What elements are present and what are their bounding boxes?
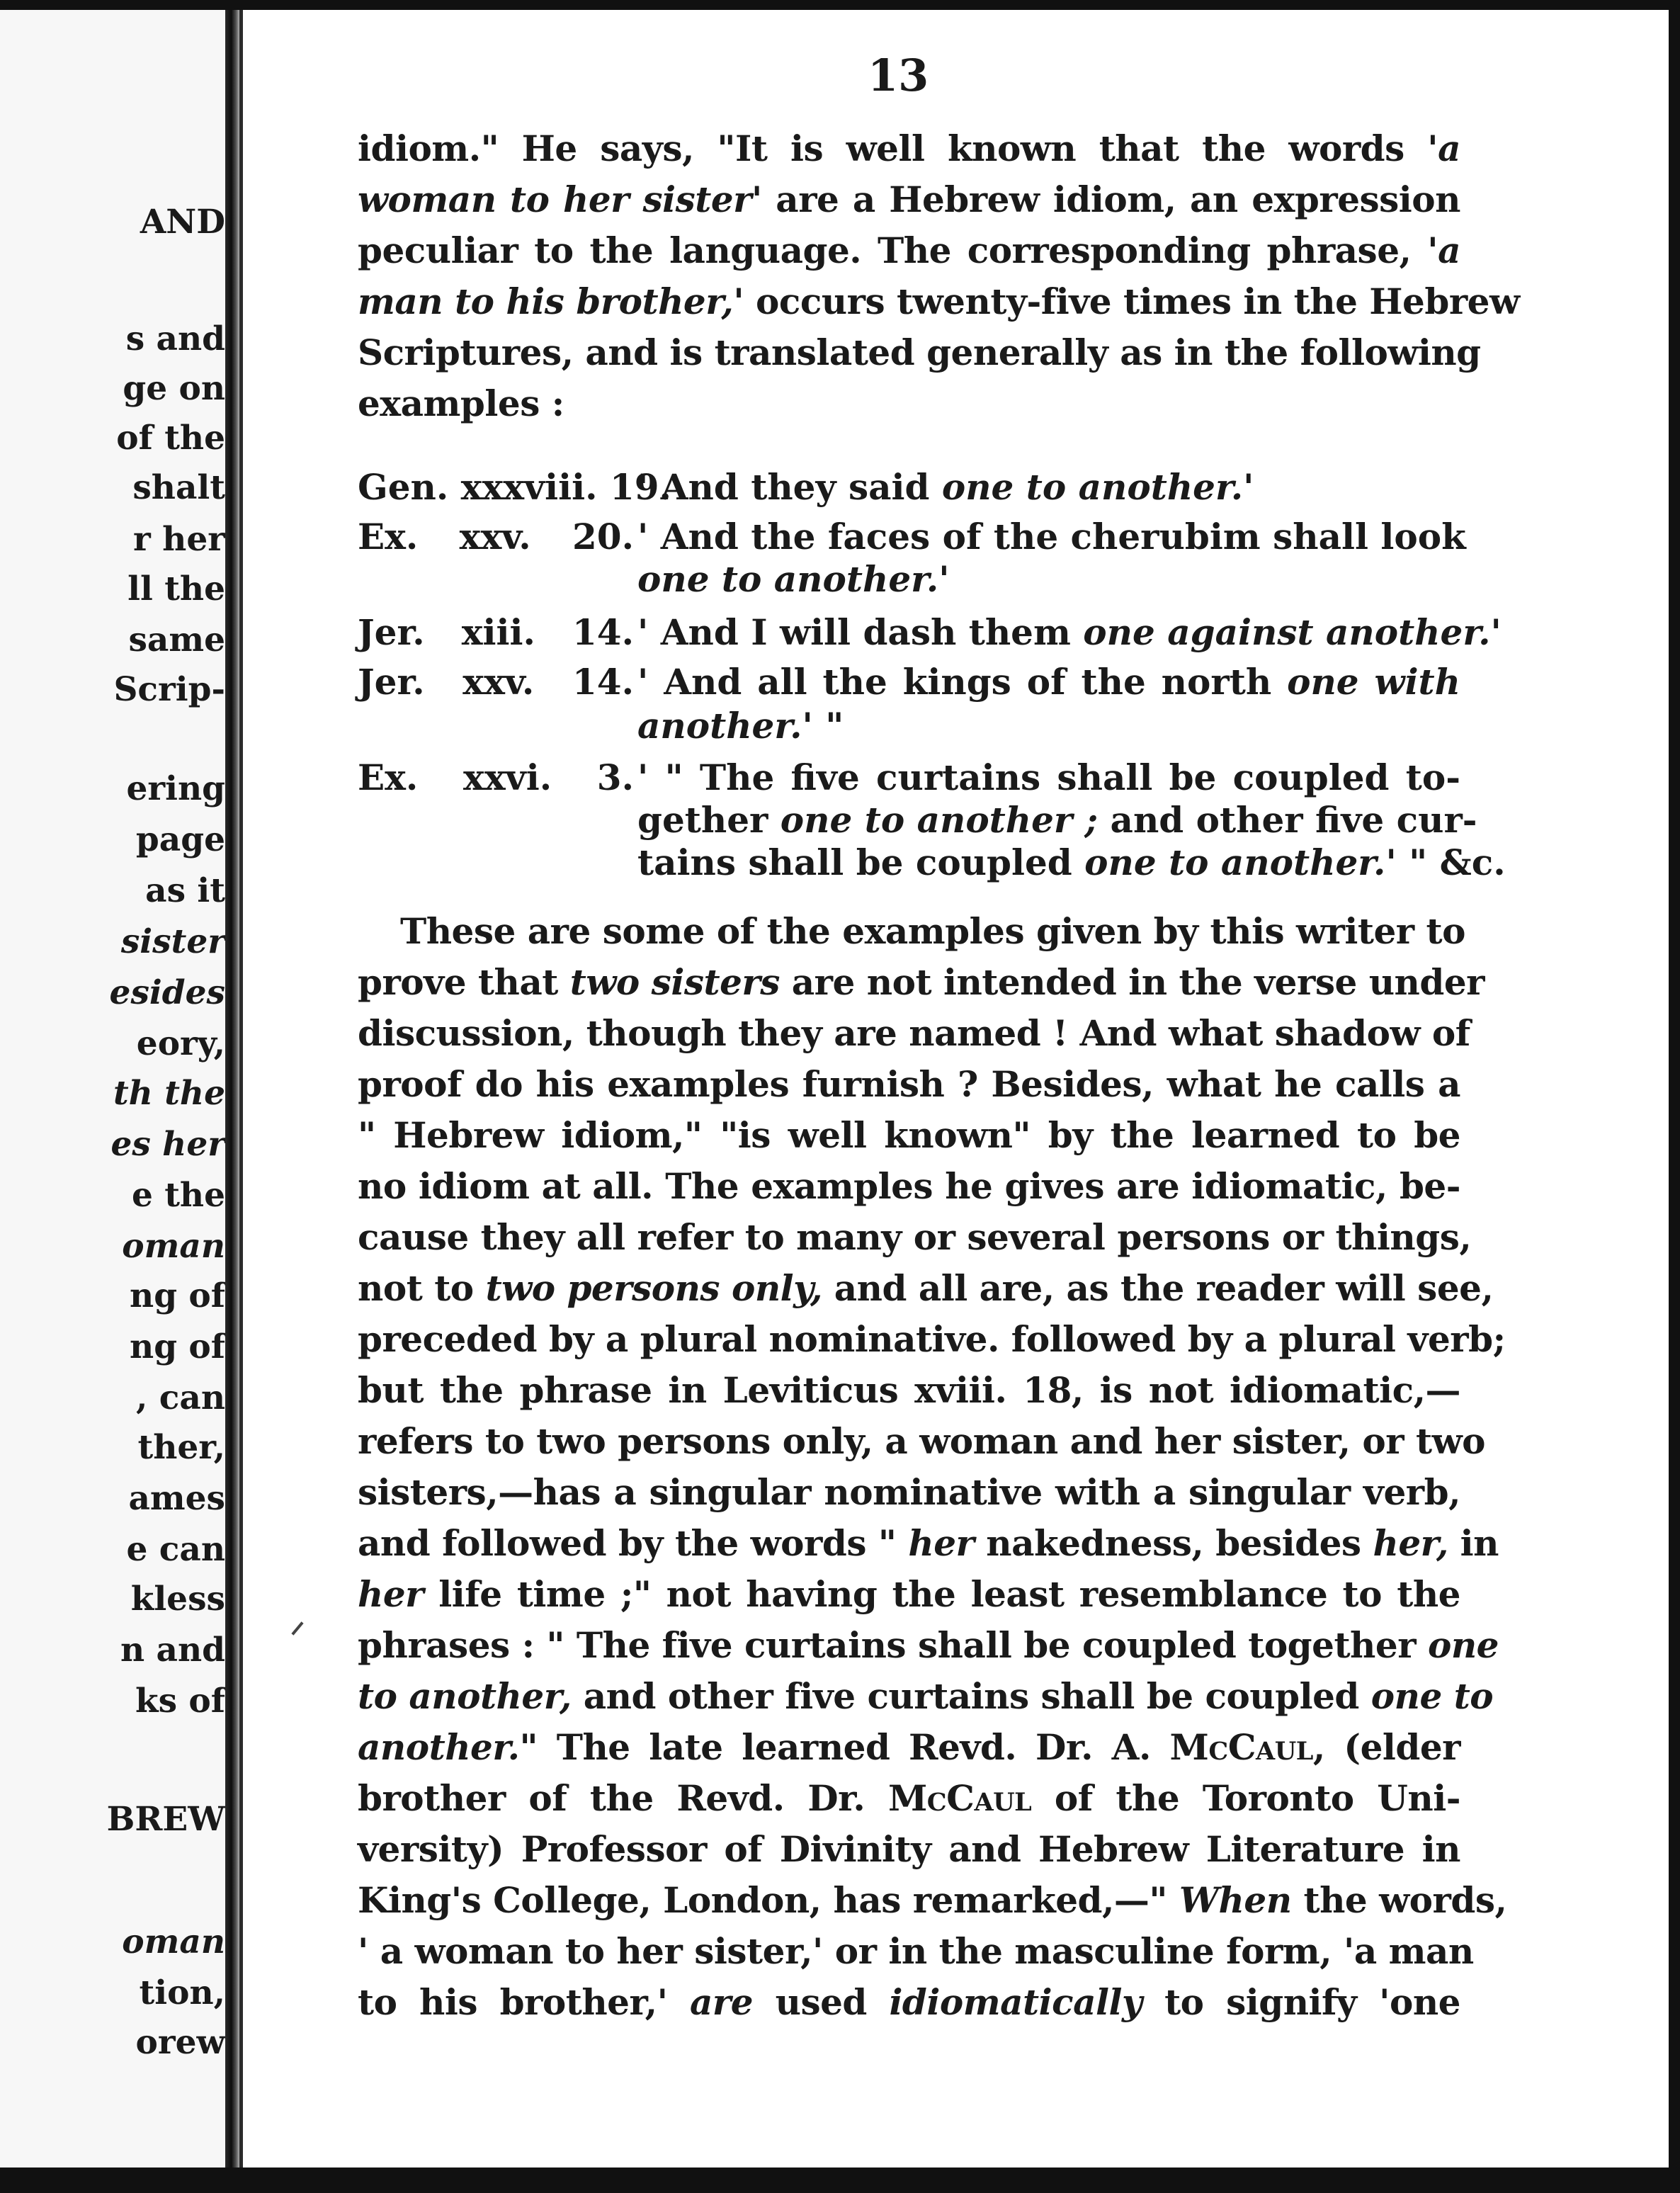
facing-page-fragment-line: eory, — [136, 1024, 225, 1063]
scripture-quote-continued: one to another.' — [637, 558, 950, 600]
scan-border-top — [0, 0, 1680, 10]
facing-page-fragment-line: shalt — [132, 468, 225, 507]
facing-page-fragment-line: ng of — [130, 1276, 225, 1315]
facing-page-fragment-line: s and — [125, 319, 225, 358]
facing-page-fragment-line: as it — [145, 871, 225, 910]
facing-page-fragment-line: of the — [116, 419, 225, 458]
text-line: brother of the Revd. Dr. McCaul of the Toronto Uni- — [358, 1777, 1460, 1819]
facing-page-fragment-line: tion, — [139, 1973, 225, 2012]
facing-page-fragment-line: oman — [122, 1922, 225, 1961]
facing-page-fragment-line: ks of — [135, 1682, 225, 1721]
text-line: versity) Professor of Divinity and Hebrew Literature in — [358, 1828, 1460, 1870]
scan-border-bottom — [0, 2168, 1680, 2193]
page-number: 13 — [868, 50, 929, 101]
facing-page-fragment-line: ge on — [123, 369, 225, 408]
scan-border-right — [1669, 0, 1680, 2193]
scripture-quote: ' And I will dash them one against another.' — [637, 611, 1502, 653]
text-line: man to his brother,' occurs twenty-five times in the Hebrew — [358, 280, 1520, 322]
facing-page-fragment-line: Scrip- — [113, 670, 225, 709]
text-line: to another, and other five curtains shall be coupled one to — [358, 1675, 1494, 1717]
scripture-quote-continued: another.' " — [637, 705, 844, 747]
facing-page-fragment-line: r her — [133, 520, 225, 559]
facing-page-fragment-line: orew — [135, 2023, 225, 2062]
text-line: to his brother,' are used idiomatically to signify 'one — [358, 1981, 1460, 2023]
facing-page-fragment-line: n and — [120, 1631, 225, 1670]
scripture-quote: ' And the faces of the cherubim shall look — [637, 516, 1466, 557]
text-line: woman to her sister' are a Hebrew idiom, an expression — [358, 178, 1460, 220]
facing-page-fragment-line: BREW — [106, 1800, 225, 1839]
facing-page-fragment-line: ll the — [127, 570, 225, 608]
text-line: but the phrase in Leviticus xviii. 18, is not idiomatic,— — [358, 1369, 1460, 1411]
scripture-reference: Jer. xxv. 14. — [358, 661, 634, 703]
text-line: " Hebrew idiom," "is well known" by the learned to be — [358, 1114, 1460, 1156]
scripture-quote: ' And all the kings of the north one with — [637, 661, 1461, 703]
text-line: discussion, though they are named ! And what shadow of — [358, 1012, 1470, 1054]
facing-page-fragment-line: kless — [130, 1580, 225, 1619]
facing-page-text-fragments — [0, 0, 225, 2193]
text-line: These are some of the examples given by this writer to — [400, 910, 1465, 952]
facing-page-fragment-line: ames — [128, 1479, 225, 1518]
scripture-quote: ' " The five curtains shall be coupled to- — [637, 756, 1460, 798]
scripture-quote-continued: gether one to another ; and other five cur- — [637, 799, 1477, 841]
text-line: and followed by the words " her nakedness, besides her, in — [358, 1522, 1499, 1564]
text-line: examples : — [358, 382, 564, 424]
facing-page-fragment — [0, 0, 225, 2193]
scripture-reference: Ex. xxvi. 3. — [358, 756, 634, 798]
facing-page-fragment-line: esides — [109, 973, 225, 1012]
text-line: Scriptures, and is translated generally as in the following — [358, 332, 1481, 373]
scripture-reference: Gen. xxxviii. 19. — [358, 466, 671, 508]
text-line: proof do his examples furnish ? Besides, what he calls a — [358, 1063, 1460, 1105]
facing-page-fragment-line: sister — [120, 922, 225, 961]
text-line: not to two persons only, and all are, as the reader will see, — [358, 1267, 1494, 1309]
text-line: no idiom at all. The examples he gives are idiomatic, be- — [358, 1165, 1460, 1207]
scripture-reference: Ex. xxv. 20. — [358, 516, 634, 557]
facing-page-fragment-line: page — [135, 820, 225, 859]
scripture-quote: ' And they said one to another.' — [637, 466, 1254, 508]
text-line: phrases : " The five curtains shall be coupled together one — [358, 1624, 1499, 1666]
facing-page-fragment-line: ng of — [130, 1327, 225, 1366]
facing-page-fragment-line: ering — [126, 769, 225, 808]
text-line: preceded by a plural nominative. followed by a plural verb; — [358, 1318, 1506, 1360]
facing-page-fragment-line: e can — [126, 1530, 225, 1569]
scripture-quote-continued: tains shall be coupled one to another.' " &c. — [637, 842, 1506, 883]
facing-page-fragment-line: ther, — [137, 1428, 225, 1467]
text-line: ' a woman to her sister,' or in the masculine form, 'a man — [358, 1930, 1474, 1972]
text-line: King's College, London, has remarked,—" When the words, — [358, 1879, 1507, 1921]
facing-page-fragment-line: e the — [131, 1176, 225, 1215]
facing-page-fragment-line: th the — [113, 1074, 225, 1113]
book-gutter — [225, 0, 241, 2193]
facing-page-fragment-line: , can — [136, 1378, 225, 1417]
facing-page-fragment-line: es her — [110, 1125, 225, 1164]
scripture-reference: Jer. xiii. 14. — [358, 611, 634, 653]
text-line: idiom." He says, "It is well known that the words 'a — [358, 128, 1460, 169]
text-line: refers to two persons only, a woman and her sister, or two — [358, 1420, 1486, 1462]
text-line: her life time ;" not having the least resemblance to the — [358, 1573, 1460, 1615]
text-line: sisters,—has a singular nominative with a singular verb, — [358, 1471, 1460, 1513]
text-line: prove that two sisters are not intended in the verse under — [358, 961, 1485, 1003]
facing-page-fragment-line: same — [128, 620, 225, 659]
facing-page-fragment-line: oman — [122, 1227, 225, 1266]
text-line: another." The late learned Revd. Dr. A. McCaul, (elder — [358, 1726, 1460, 1768]
facing-page-fragment-line: AND — [140, 203, 225, 242]
text-line: peculiar to the language. The corresponding phrase, 'a — [358, 230, 1460, 271]
text-line: cause they all refer to many or several persons or things, — [358, 1216, 1472, 1258]
